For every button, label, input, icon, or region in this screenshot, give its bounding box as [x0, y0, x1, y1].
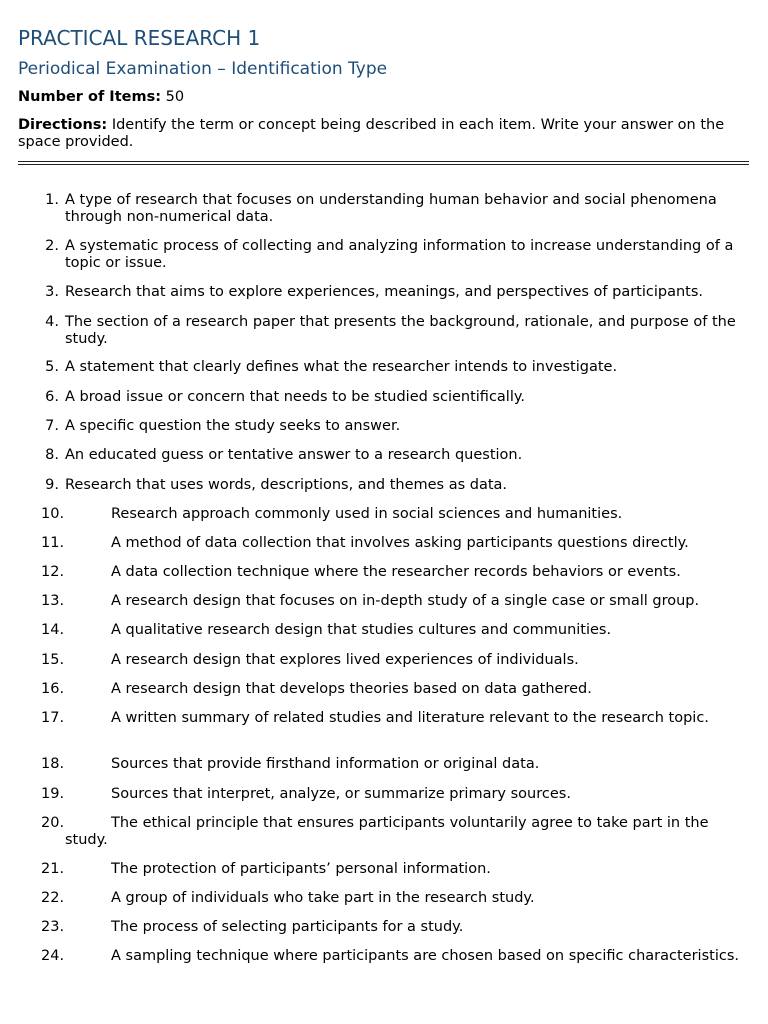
question-number: 5.: [45, 359, 59, 375]
items-label: Number of Items:: [18, 89, 161, 105]
number-of-items: [18, 88, 184, 106]
directions-text: Identify the term or concept being described in each item. Write your answer on the space provided.: [18, 117, 725, 150]
question-number: 12.: [41, 564, 65, 580]
question-text: A research design that focuses on in-depth study of a single case or small group.: [111, 593, 700, 609]
question-text: A research design that develops theories based on data gathered.: [111, 681, 592, 697]
question-text: A type of research that focuses on understanding human behavior and social phenomena through non-numerical data.: [65, 192, 717, 225]
question-item: [0, 593, 760, 610]
question-text: A research design that explores lived experiences of individuals.: [111, 652, 579, 668]
question-item: [0, 389, 760, 406]
question-number: 21.: [41, 861, 65, 877]
question-item: [0, 681, 760, 698]
question-item: [0, 359, 760, 376]
question-text: The section of a research paper that presents the background, rationale, and purpose of the study.: [65, 314, 736, 347]
question-text: An educated guess or tentative answer to a research question.: [65, 447, 523, 463]
question-item: [0, 418, 760, 435]
question-number: 18.: [41, 756, 65, 772]
question-text: A sampling technique where participants are chosen based on specific characteristics.: [111, 948, 739, 964]
question-text: A qualitative research design that studies cultures and communities.: [111, 622, 612, 638]
question-item: [0, 919, 760, 936]
question-item: [0, 535, 760, 552]
question-item: [0, 192, 760, 226]
question-number: 19.: [41, 786, 65, 802]
question-item: [0, 622, 760, 639]
page-title: PRACTICAL RESEARCH 1: [18, 26, 261, 50]
question-number: 3.: [45, 284, 59, 300]
question-text: The process of selecting participants for a study.: [111, 919, 464, 935]
question-text: A specific question the study seeks to answer.: [65, 418, 401, 434]
page-subtitle: Periodical Examination – Identification Type: [18, 59, 388, 79]
question-item: [0, 786, 760, 803]
question-text: The ethical principle that ensures participants voluntarily agree to take part in the study.: [65, 815, 709, 848]
question-item: [0, 890, 760, 907]
question-text: Research approach commonly used in social sciences and humanities.: [111, 506, 623, 522]
question-number: 8.: [45, 447, 59, 463]
question-number: 22.: [41, 890, 65, 906]
question-item: [0, 284, 760, 301]
question-text: A method of data collection that involves asking participants questions directly.: [111, 535, 689, 551]
question-item: [0, 710, 760, 727]
question-number: 15.: [41, 652, 65, 668]
question-number: 2.: [45, 238, 59, 254]
question-number: 7.: [45, 418, 59, 434]
question-text: A systematic process of collecting and analyzing information to increase understanding of a topic or issue.: [65, 238, 734, 271]
question-item: [0, 815, 760, 849]
question-item: [0, 314, 760, 348]
question-text: A statement that clearly defines what the researcher intends to investigate.: [65, 359, 618, 375]
question-item: [0, 238, 760, 272]
directions: [18, 117, 758, 151]
question-number: 23.: [41, 919, 65, 935]
question-number: 14.: [41, 622, 65, 638]
question-number: 17.: [41, 710, 65, 726]
question-text: A data collection technique where the researcher records behaviors or events.: [111, 564, 681, 580]
question-text: Research that aims to explore experiences, meanings, and perspectives of participants.: [65, 284, 704, 300]
question-number: 11.: [41, 535, 65, 551]
question-number: 20.: [41, 815, 65, 831]
question-text: A written summary of related studies and literature relevant to the research topic.: [111, 710, 709, 726]
directions-label: Directions:: [18, 117, 108, 133]
question-item: [0, 564, 760, 581]
question-text: The protection of participants’ personal information.: [111, 861, 491, 877]
question-text: Research that uses words, descriptions, and themes as data.: [65, 477, 508, 493]
question-number: 16.: [41, 681, 65, 697]
question-item: [0, 652, 760, 669]
question-text: Sources that interpret, analyze, or summarize primary sources.: [111, 786, 571, 802]
question-number: 4.: [45, 314, 59, 330]
question-item: [0, 948, 760, 965]
question-number: 9.: [45, 477, 59, 493]
question-number: 13.: [41, 593, 65, 609]
question-item: [0, 861, 760, 878]
question-number: 1.: [45, 192, 59, 208]
question-text: A broad issue or concern that needs to be studied scientifically.: [65, 389, 525, 405]
question-item: [0, 477, 760, 494]
question-item: [0, 506, 760, 523]
question-text: Sources that provide firsthand information or original data.: [111, 756, 540, 772]
question-number: 10.: [41, 506, 65, 522]
question-number: 6.: [45, 389, 59, 405]
question-item: [0, 756, 760, 773]
question-text: A group of individuals who take part in the research study.: [111, 890, 535, 906]
header-divider: [18, 161, 749, 165]
question-item: [0, 447, 760, 464]
question-number: 24.: [41, 948, 65, 964]
items-value: 50: [165, 89, 185, 105]
